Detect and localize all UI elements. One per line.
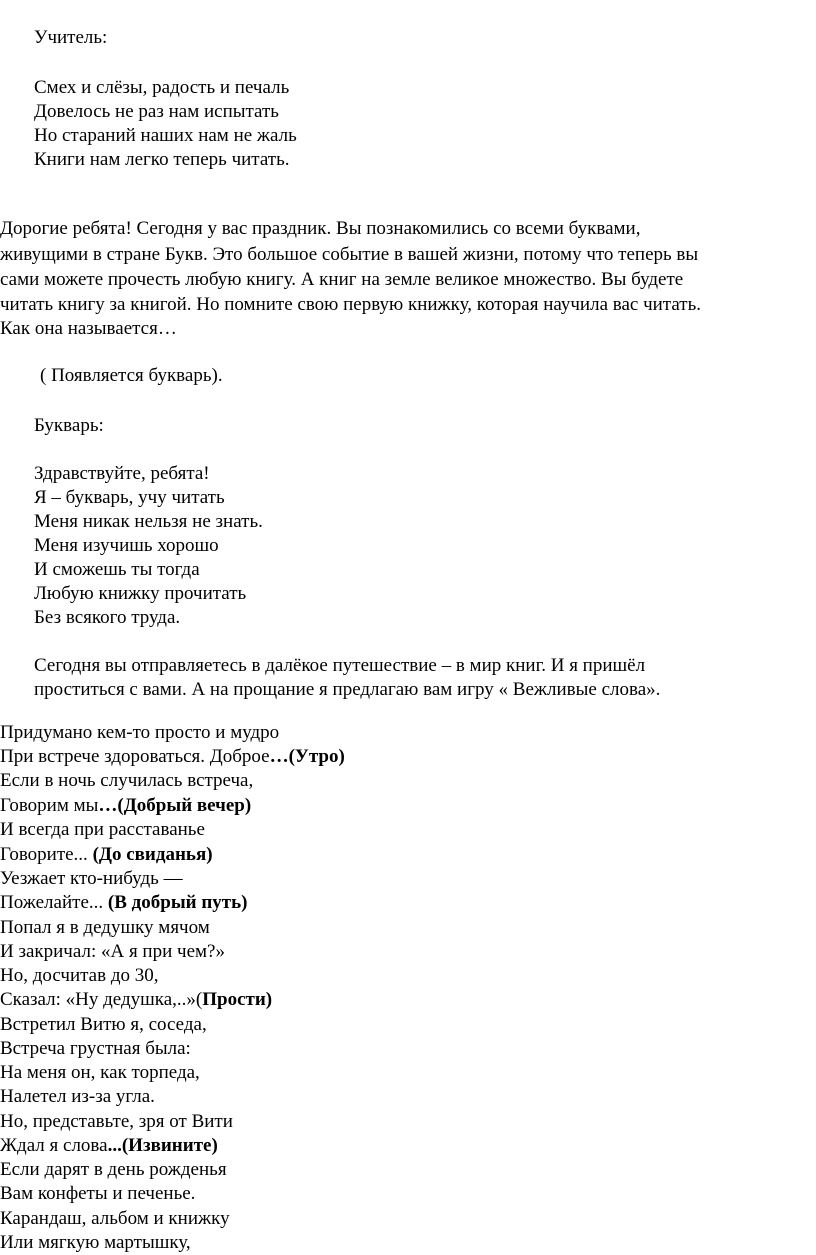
game-line: Говорите... (До свиданья) <box>0 844 213 865</box>
game-line: Ждал я слова...(Извините) <box>0 1135 218 1156</box>
game-line: Встреча грустная была: <box>0 1038 191 1059</box>
answer: Прости) <box>202 989 273 1010</box>
game-line: Сказал: «Ну дедушка,..»(Прости) <box>0 989 273 1010</box>
answer: …(Добрый вечер) <box>98 795 252 816</box>
bukvar-poem-line: Меня никак нельзя не знать. <box>34 511 263 532</box>
teacher-speech-line: читать книгу за книгой. Но помните свою первую книжку, которая научила вас читать. <box>0 294 702 315</box>
game-line: Уезжает кто-нибудь — <box>0 868 183 889</box>
speaker-teacher: Учитель: <box>34 27 108 48</box>
teacher-speech-line: живущими в стране Букв. Это большое событие в вашей жизни, потому что теперь вы <box>0 244 699 265</box>
game-line: Налетел из-за угла. <box>0 1086 155 1107</box>
teacher-poem-line: Книги нам легко теперь читать. <box>34 149 290 170</box>
answer: (До свиданья) <box>92 844 213 865</box>
game-line: Если дарят в день рожденья <box>0 1159 227 1180</box>
bukvar-poem-line: Я – букварь, учу читать <box>34 487 225 508</box>
game-line: При встрече здороваться. Доброе…(Утро) <box>0 746 345 767</box>
bukvar-poem-line: Без всякого труда. <box>34 607 181 628</box>
bukvar-poem-line: Любую книжку прочитать <box>34 583 247 604</box>
game-line: Но, представьте, зря от Вити <box>0 1111 233 1132</box>
teacher-poem-line: Смех и слёзы, радость и печаль <box>34 77 290 98</box>
game-line: Но, досчитав до 30, <box>0 965 159 986</box>
game-line: На меня он, как торпеда, <box>0 1062 200 1083</box>
answer: ...(Извините) <box>107 1135 218 1156</box>
game-line: Вам конфеты и печенье. <box>0 1183 196 1204</box>
game-line: И закричал: «А я при чем?» <box>0 941 225 962</box>
bukvar-poem-line: И сможешь ты тогда <box>34 559 200 580</box>
game-line: Карандаш, альбом и книжку <box>0 1208 230 1229</box>
stage-direction: ( Появляется букварь). <box>40 365 223 386</box>
bukvar-poem-line: Здравствуйте, ребята! <box>34 463 210 484</box>
teacher-poem-line: Но стараний наших нам не жаль <box>34 125 297 146</box>
game-line: Говорим мы…(Добрый вечер) <box>0 795 252 816</box>
game-line: Придумано кем-то просто и мудро <box>0 722 280 743</box>
teacher-speech-line: сами можете прочесть любую книгу. А книг на земле великое множество. Вы будете <box>0 269 684 290</box>
bukvar-poem-line: Меня изучишь хорошо <box>34 535 219 556</box>
game-line: Или мягкую мартышку, <box>0 1232 191 1253</box>
game-line: Если в ночь случилась встреча, <box>0 770 254 791</box>
speaker-bukvar: Букварь: <box>34 415 104 436</box>
game-line: Пожелайте... (В добрый путь) <box>0 892 248 913</box>
teacher-speech-line: Как она называется… <box>0 318 177 339</box>
bukvar-speech-line: проститься с вами. А на прощание я предлагаю вам игру « Вежливые слова». <box>34 679 661 700</box>
teacher-poem-line: Довелось не раз нам испытать <box>34 101 279 122</box>
bukvar-speech-line: Сегодня вы отправляетесь в далёкое путешествие – в мир книг. И я пришёл <box>34 655 646 676</box>
answer: …(Утро) <box>269 746 345 767</box>
game-line: Попал я в дедушку мячом <box>0 917 210 938</box>
game-line: И всегда при расставанье <box>0 819 205 840</box>
teacher-speech-line: Дорогие ребята! Сегодня у вас праздник. Вы познакомились со всеми буквами, <box>0 218 641 239</box>
game-line: Встретил Витю я, соседа, <box>0 1014 207 1035</box>
answer: (В добрый путь) <box>107 892 248 913</box>
